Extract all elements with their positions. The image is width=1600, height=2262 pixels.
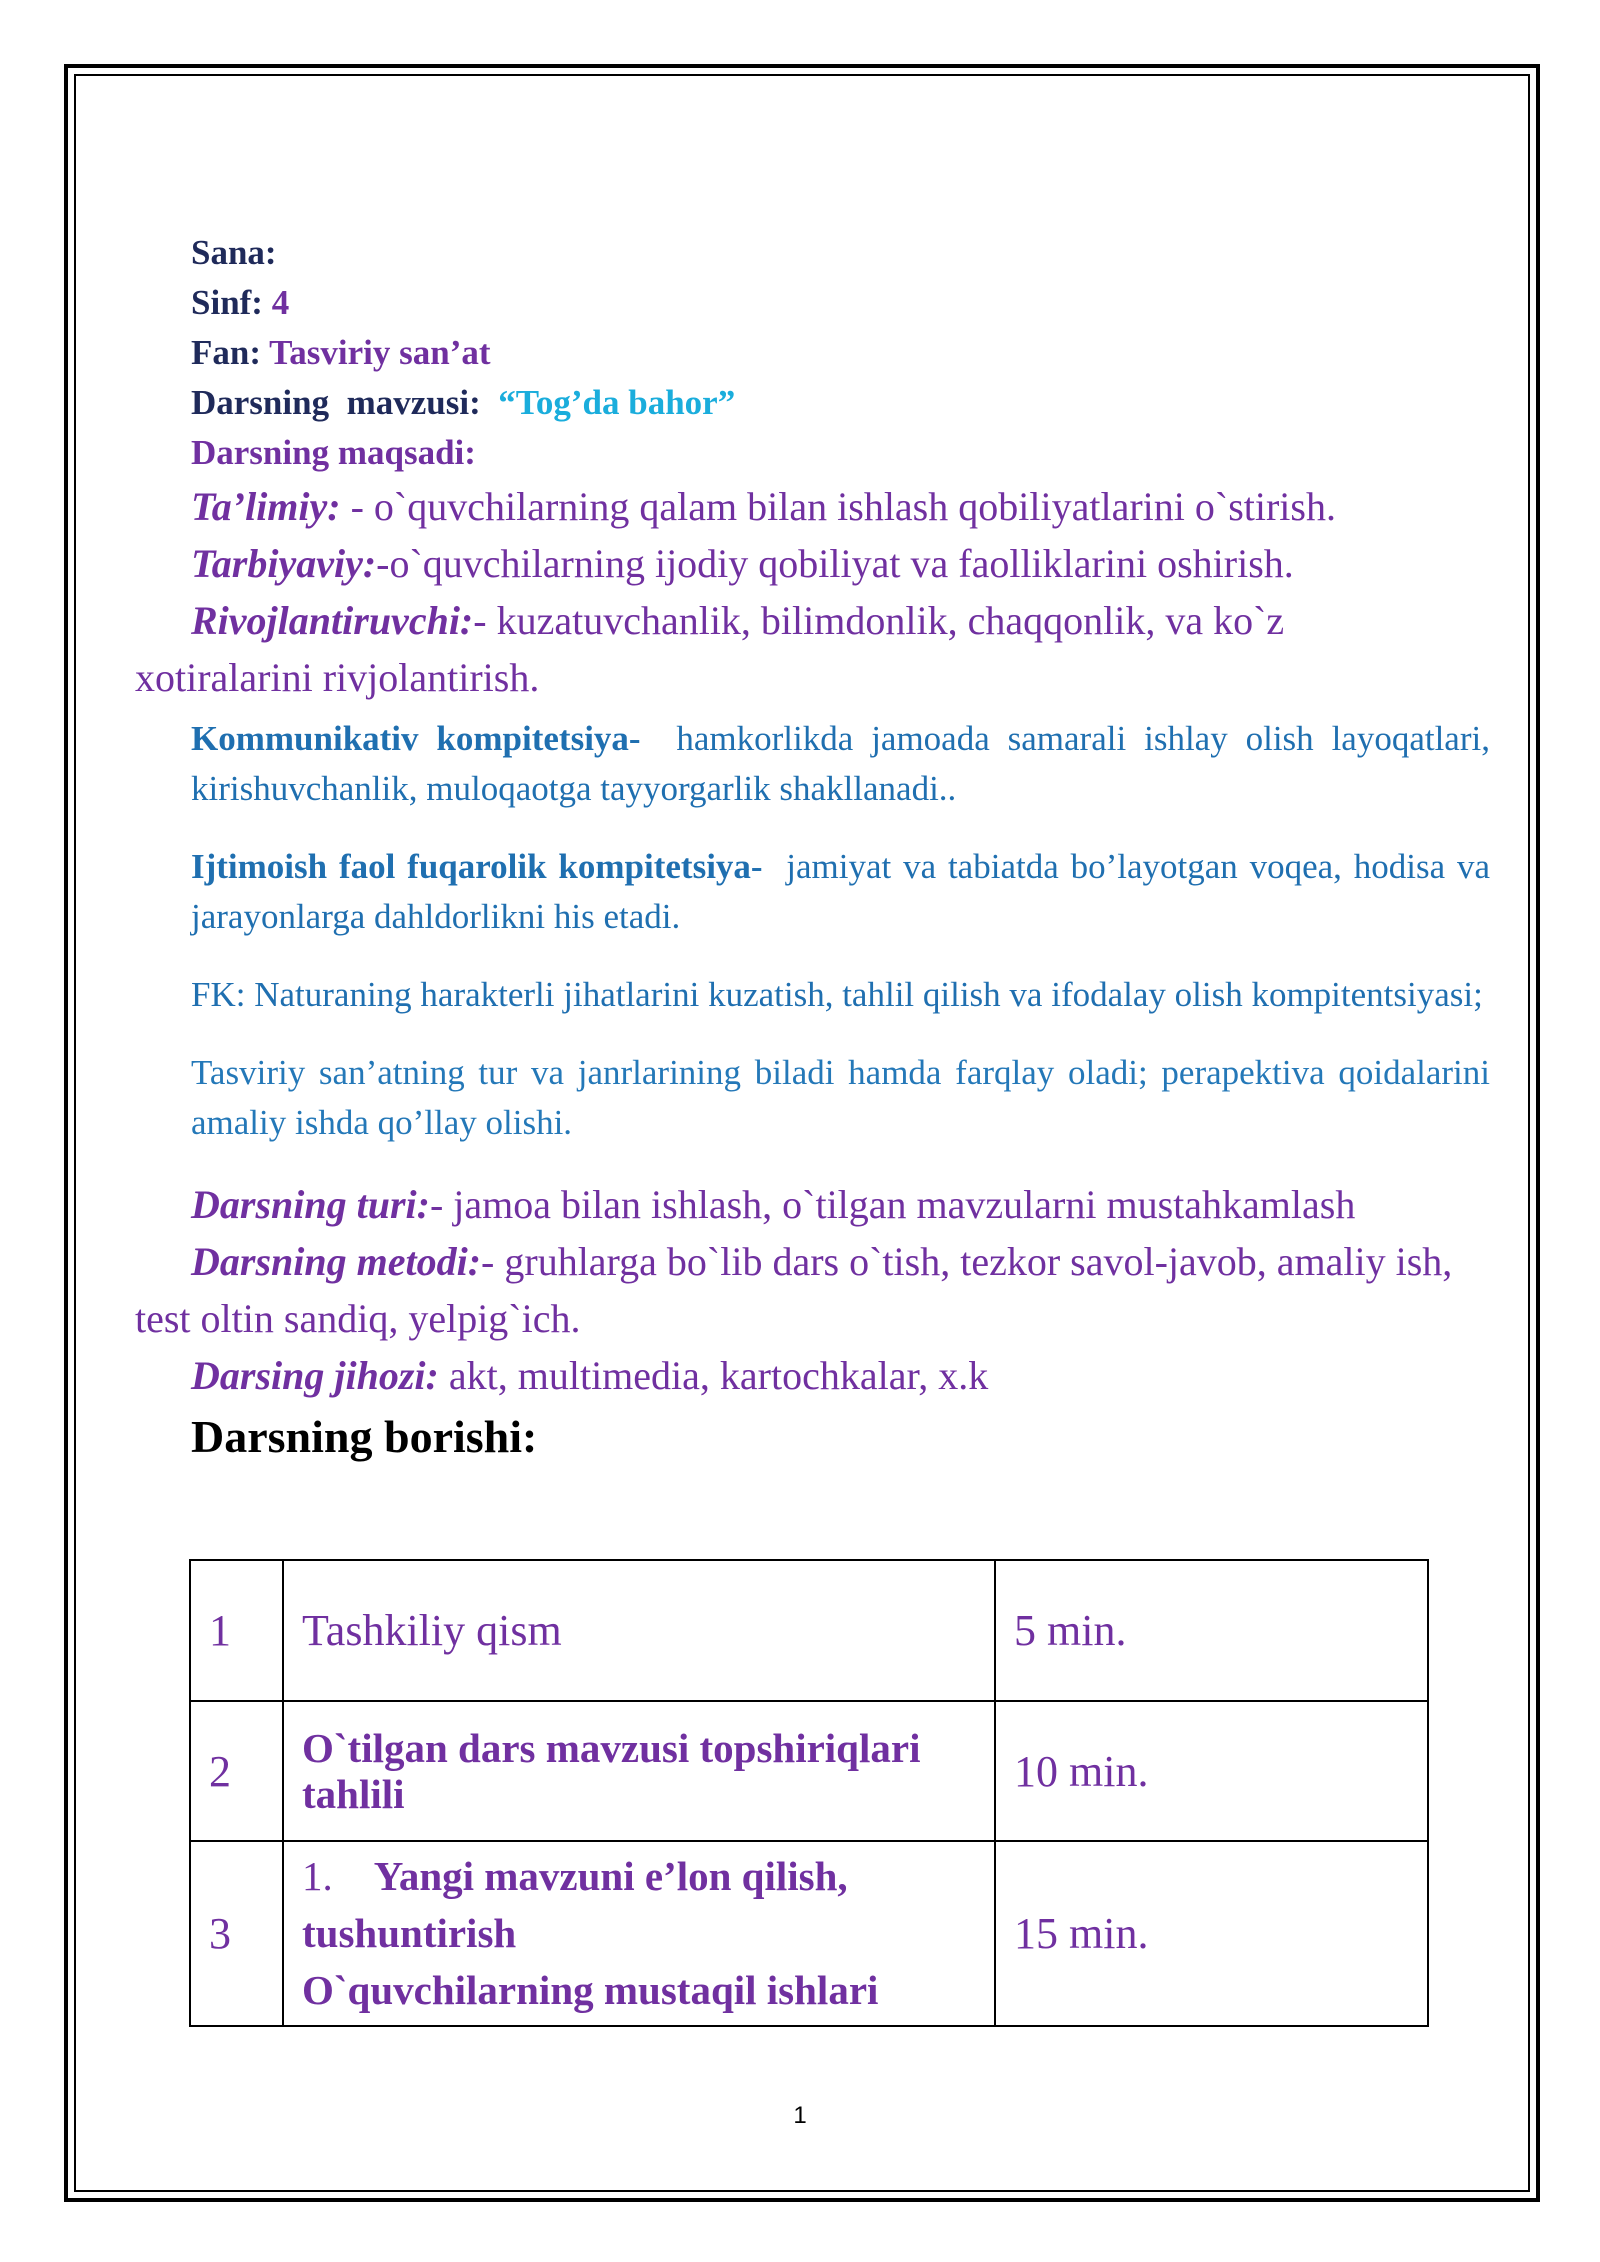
objective-upbringing-label: Tarbiyaviy: bbox=[191, 541, 377, 586]
lesson-type bbox=[135, 1176, 1490, 1233]
subject-value: Tasviriy san’at bbox=[269, 333, 491, 372]
lesson-equipment-label: Darsing jihozi: bbox=[191, 1353, 439, 1398]
row-number: 2 bbox=[190, 1701, 283, 1841]
class-line bbox=[135, 278, 1490, 328]
table-row bbox=[190, 1560, 1428, 1701]
competency-communicative-text: hamkorlikda jamoada samarali ishlay olish layoqatlari, kirishuvchanlik, muloqaotga tayyorgarlik shakllanadi.. bbox=[191, 719, 1499, 808]
competency-civic-label: Ijtimoish faol fuqarolik kompitetsiya- bbox=[191, 847, 763, 886]
table-row bbox=[190, 1841, 1428, 2026]
subject-line bbox=[135, 328, 1490, 378]
objective-upbringing bbox=[135, 535, 1490, 592]
objective-educational bbox=[135, 478, 1490, 535]
row-stage: Tashkiliy qism bbox=[283, 1560, 995, 1701]
objective-developing-text: - kuzatuvchanlik, bilimdonlik, chaqqonlik, va ko`z xotiralarini rivjolantirish. bbox=[135, 598, 1285, 700]
row-stage-line1 bbox=[302, 1848, 976, 1962]
lesson-type-label: Darsning turi: bbox=[191, 1182, 430, 1227]
row-stage-line2: O`quvchilarning mustaqil ishlari bbox=[302, 1967, 879, 2013]
row-stage bbox=[283, 1841, 995, 2026]
row-stage-prefix: 1. bbox=[302, 1853, 333, 1899]
competency-civic bbox=[191, 842, 1499, 942]
objective-developing bbox=[135, 592, 1380, 706]
class-value: 4 bbox=[271, 283, 290, 322]
objective-developing-label: Rivojlantiruvchi: bbox=[191, 598, 474, 643]
date-line bbox=[135, 228, 1490, 278]
lesson-equipment-text: akt, multimedia, kartochkalar, x.k bbox=[438, 1353, 989, 1398]
lesson-method-label: Darsning metodi: bbox=[191, 1239, 482, 1284]
row-stage-line1-text: Yangi mavzuni e’lon qilish, tushuntirish bbox=[302, 1853, 848, 1956]
competency-art: Tasviriy san’atning tur va janrlarining biladi hamda farqlay oladi; perapektiva qoidalarini amaliy ishda qo’llay olishi. bbox=[191, 1053, 1490, 1142]
row-time: 15 min. bbox=[995, 1841, 1428, 2026]
row-number: 3 bbox=[190, 1841, 283, 2026]
document-body bbox=[135, 228, 1499, 1468]
competency-subject: FK: Naturaning harakterli jihatlarini kuzatish, tahlil qilish va ifodalay olish kompitentsiyasi; bbox=[191, 975, 1483, 1014]
lesson-plan-table bbox=[189, 1559, 1429, 2027]
table-row bbox=[190, 1701, 1428, 1841]
lesson-method bbox=[135, 1233, 1490, 1347]
lesson-method-text: - gruhlarga bo`lib dars o`tish, tezkor savol-javob, amaliy ish, test oltin sandiq, yelpig`ich. bbox=[135, 1239, 1453, 1341]
row-stage bbox=[283, 1701, 995, 1841]
lesson-equipment bbox=[135, 1347, 1490, 1404]
objective-educational-text: - o`quvchilarning qalam bilan ishlash qobiliyatlarini o`stirish. bbox=[340, 484, 1336, 529]
objective-educational-label: Ta’limiy: bbox=[191, 484, 341, 529]
competency-communicative-label: Kommunikativ kompitetsiya- bbox=[191, 719, 641, 758]
page-number: 1 bbox=[793, 2102, 807, 2129]
topic-value: “Tog’da bahor” bbox=[498, 383, 736, 422]
progress-heading: Darsning borishi: bbox=[191, 1411, 538, 1462]
topic-line bbox=[135, 378, 1490, 428]
row-number: 1 bbox=[190, 1560, 283, 1701]
topic-label: Darsning mavzusi: bbox=[191, 383, 481, 422]
lesson-type-text: - jamoa bilan ishlash, o`tilgan mavzularni mustahkamlash bbox=[429, 1182, 1356, 1227]
goals-heading: Darsning maqsadi: bbox=[191, 433, 476, 472]
objective-upbringing-text: -o`quvchilarning ijodiy qobiliyat va faolliklarini oshirish. bbox=[376, 541, 1294, 586]
row-time: 10 min. bbox=[995, 1701, 1428, 1841]
lesson-info bbox=[135, 1176, 1490, 1468]
row-stage-text: O`tilgan dars mavzusi topshiriqlari tahlili bbox=[302, 1725, 921, 1817]
date-label: Sana: bbox=[191, 233, 277, 272]
competency-communicative bbox=[191, 714, 1499, 814]
competency-civic-text: jamiyat va tabiatda bo’layotgan voqea, hodisa va jarayonlarga dahldorlikni his etadi. bbox=[191, 847, 1499, 936]
subject-label: Fan: bbox=[191, 333, 261, 372]
class-label: Sinf: bbox=[191, 283, 263, 322]
row-time: 5 min. bbox=[995, 1560, 1428, 1701]
